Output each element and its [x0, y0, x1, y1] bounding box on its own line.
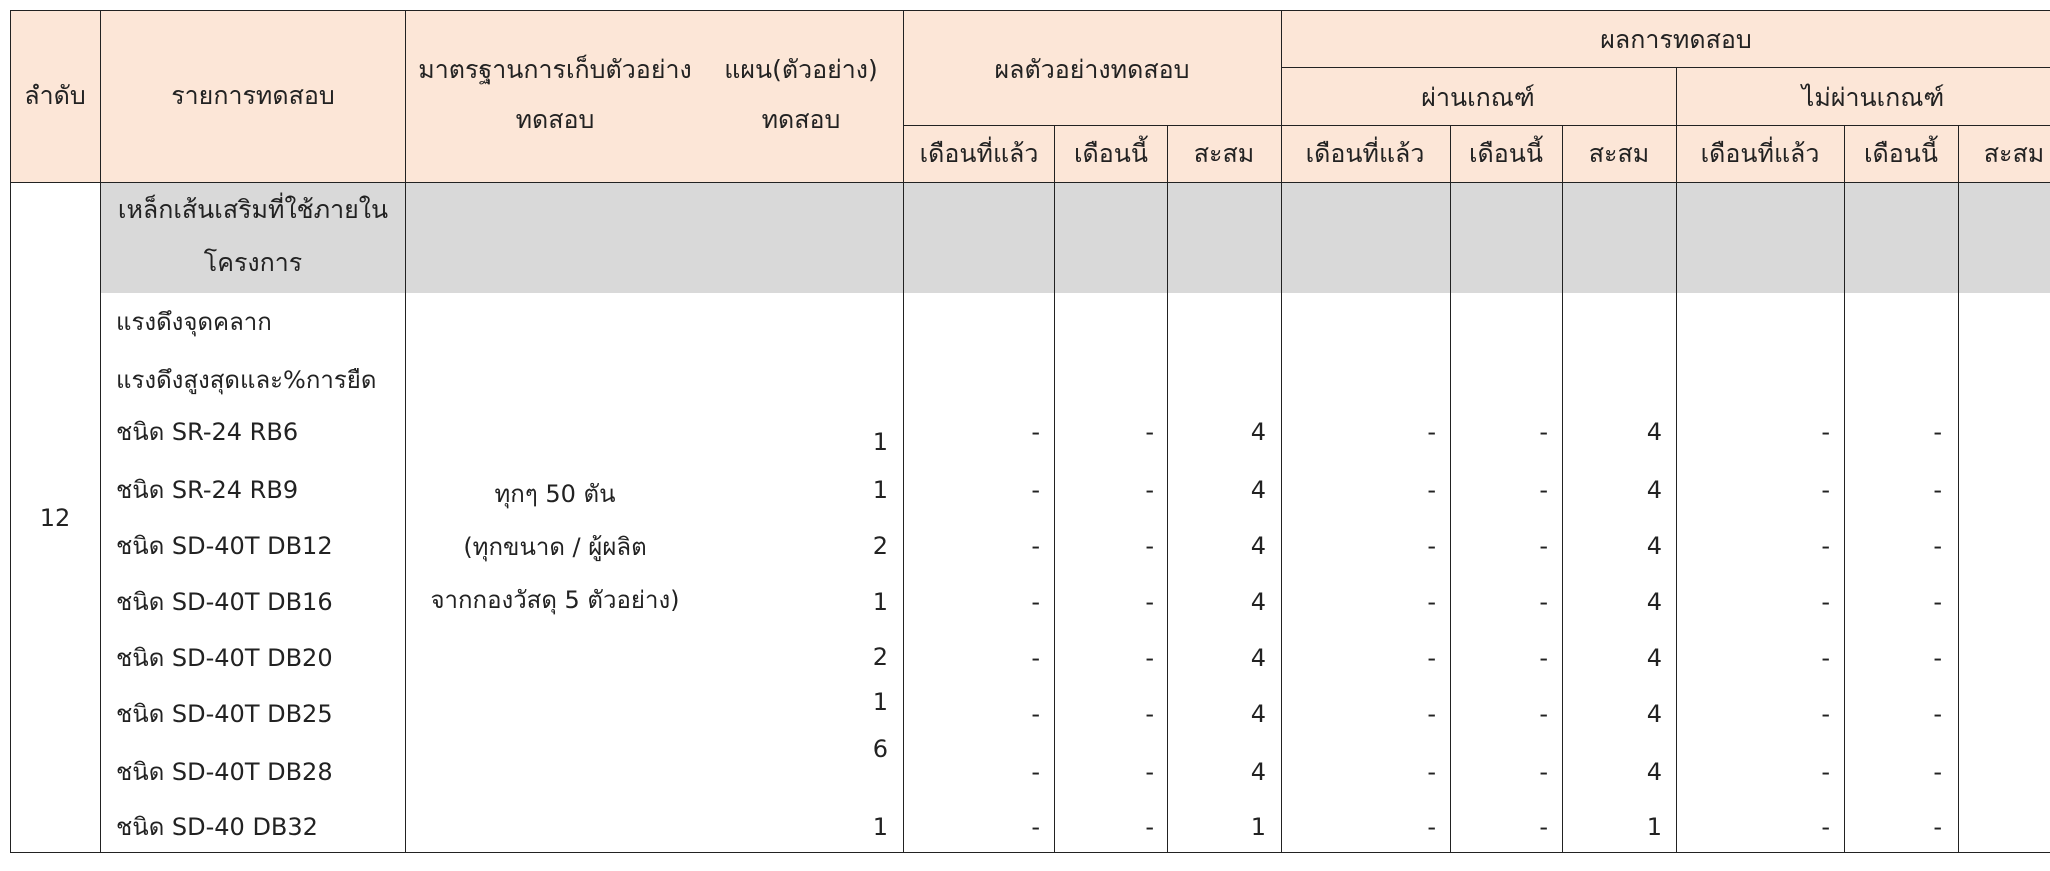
row-cell-p-cum: 4	[1646, 476, 1662, 504]
row-item-label: ชนิด SD-40 DB32	[116, 813, 318, 841]
row-cell-s-prev: -	[1031, 813, 1040, 841]
col-border-order	[100, 10, 101, 853]
row-cell-p-this: -	[1539, 758, 1548, 786]
header-standard-line1: มาตรฐานการเก็บตัวอย่าง	[418, 55, 692, 84]
header-pass-prev: เดือนที่แล้ว	[1305, 139, 1425, 168]
row-item-label: ชนิด SD-40T DB16	[116, 588, 333, 616]
row-cell-f-prev: -	[1821, 588, 1830, 616]
header-sample-results: ผลตัวอย่างทดสอบ	[994, 55, 1190, 84]
col-border-fail-prev	[1844, 125, 1845, 853]
row-plan-count: 1	[872, 588, 888, 616]
header-sample-this: เดือนนี้	[1074, 139, 1148, 168]
row-cell-s-this: -	[1145, 418, 1154, 446]
row-cell-f-this: -	[1933, 758, 1942, 786]
row-cell-f-prev: -	[1821, 644, 1830, 672]
row-cell-p-prev: -	[1427, 532, 1436, 560]
row-cell-f-this: -	[1933, 532, 1942, 560]
row-cell-s-cum: 4	[1250, 644, 1266, 672]
row-cell-f-this: -	[1933, 644, 1942, 672]
row-cell-s-this: -	[1145, 813, 1154, 841]
header-sample-cum: สะสม	[1193, 139, 1255, 168]
row-plan-count: 2	[872, 532, 888, 560]
col-border-plan	[903, 10, 904, 853]
header-bottom-border	[10, 182, 2050, 183]
col-border-pass-prev	[1450, 125, 1451, 853]
row-plan-count: 6	[872, 735, 888, 763]
section-row-background	[101, 183, 2050, 293]
col-border-pass-cum	[1676, 67, 1677, 853]
row-cell-p-cum: 4	[1646, 758, 1662, 786]
row-cell-s-cum: 4	[1250, 588, 1266, 616]
header-item: รายการทดสอบ	[171, 81, 335, 110]
row-cell-p-this: -	[1539, 644, 1548, 672]
row-cell-p-prev: -	[1427, 588, 1436, 616]
header-fail-cum: สะสม	[1983, 139, 2045, 168]
row-cell-p-this: -	[1539, 476, 1548, 504]
row-plan-count: 2	[872, 643, 888, 671]
col-border-item	[405, 10, 406, 853]
row-cell-p-this: -	[1539, 588, 1548, 616]
row-item-label: ชนิด SD-40T DB25	[116, 700, 333, 728]
section-title-line2: โครงการ	[203, 248, 303, 277]
col-border-sample-prev	[1054, 125, 1055, 853]
row-cell-p-this: -	[1539, 813, 1548, 841]
header-standard-line2: ทดสอบ	[515, 105, 595, 134]
row-item-label: ชนิด SR-24 RB6	[116, 418, 299, 446]
header-sample-prev: เดือนที่แล้ว	[919, 139, 1039, 168]
header-test-results: ผลการทดสอบ	[1600, 25, 1752, 54]
row-cell-p-prev: -	[1427, 813, 1436, 841]
section-desc-tensile: แรงดึงสูงสุดและ%การยืด	[116, 366, 377, 394]
row-cell-p-cum: 4	[1646, 588, 1662, 616]
row-cell-s-prev: -	[1031, 644, 1040, 672]
section-standard-line3: จากกองวัสดุ 5 ตัวอย่าง)	[430, 586, 680, 614]
row-cell-s-prev: -	[1031, 532, 1040, 560]
col-border-sample-this	[1167, 125, 1168, 853]
header-fail-prev: เดือนที่แล้ว	[1700, 139, 1820, 168]
row-cell-s-this: -	[1145, 644, 1154, 672]
row-cell-f-prev: -	[1821, 813, 1830, 841]
row-cell-s-prev: -	[1031, 588, 1040, 616]
row-cell-f-this: -	[1933, 813, 1942, 841]
row-cell-f-prev: -	[1821, 418, 1830, 446]
header-pass: ผ่านเกณฑ์	[1421, 83, 1535, 112]
row-cell-s-this: -	[1145, 588, 1154, 616]
header-pass-this: เดือนนี้	[1469, 139, 1543, 168]
row-cell-p-cum: 4	[1646, 700, 1662, 728]
row-cell-s-this: -	[1145, 758, 1154, 786]
section-desc-yield: แรงดึงจุดคลาก	[116, 308, 272, 336]
header-order: ลำดับ	[24, 81, 86, 110]
table-bottom-border	[10, 852, 2050, 853]
row-cell-f-prev: -	[1821, 758, 1830, 786]
col-border-pass-this	[1562, 125, 1563, 853]
row-plan-count: 1	[872, 813, 888, 841]
row-cell-s-prev: -	[1031, 476, 1040, 504]
header-divider-2	[903, 125, 2050, 126]
row-item-label: ชนิด SD-40T DB20	[116, 644, 333, 672]
row-plan-count: 1	[872, 428, 888, 456]
row-cell-s-this: -	[1145, 700, 1154, 728]
row-cell-f-this: -	[1933, 588, 1942, 616]
col-border-sample-cum	[1281, 10, 1282, 853]
row-cell-p-cum: 1	[1646, 813, 1662, 841]
row-cell-s-this: -	[1145, 476, 1154, 504]
row-item-label: ชนิด SD-40T DB28	[116, 758, 333, 786]
row-plan-count: 1	[872, 476, 888, 504]
row-cell-p-prev: -	[1427, 700, 1436, 728]
row-cell-s-prev: -	[1031, 700, 1040, 728]
table-top-border	[10, 10, 2050, 11]
row-cell-p-cum: 4	[1646, 644, 1662, 672]
row-cell-f-this: -	[1933, 418, 1942, 446]
col-border-fail-this	[1958, 125, 1959, 853]
row-cell-s-cum: 1	[1250, 813, 1266, 841]
row-cell-s-cum: 4	[1250, 418, 1266, 446]
row-cell-p-prev: -	[1427, 418, 1436, 446]
header-divider-1	[1281, 67, 2050, 68]
row-cell-s-cum: 4	[1250, 532, 1266, 560]
row-cell-f-this: -	[1933, 476, 1942, 504]
section-standard-line1: ทุกๆ 50 ตัน	[494, 480, 616, 508]
section-standard-line2: (ทุกขนาด / ผู้ผลิต	[463, 533, 647, 561]
row-cell-f-this: -	[1933, 700, 1942, 728]
row-item-label: ชนิด SR-24 RB9	[116, 476, 299, 504]
header-pass-cum: สะสม	[1588, 139, 1650, 168]
row-cell-s-prev: -	[1031, 758, 1040, 786]
col-border-left	[10, 10, 11, 853]
row-cell-p-prev: -	[1427, 476, 1436, 504]
row-cell-s-cum: 4	[1250, 758, 1266, 786]
row-plan-count: 1	[872, 688, 888, 716]
row-cell-f-prev: -	[1821, 476, 1830, 504]
row-cell-p-this: -	[1539, 418, 1548, 446]
header-fail: ไม่ผ่านเกณฑ์	[1801, 83, 1945, 112]
section-order: 12	[39, 504, 71, 532]
row-cell-s-cum: 4	[1250, 476, 1266, 504]
row-cell-p-prev: -	[1427, 644, 1436, 672]
header-plan-line2: ทดสอบ	[761, 105, 841, 134]
row-cell-f-prev: -	[1821, 700, 1830, 728]
header-plan-line1: แผน(ตัวอย่าง)	[724, 55, 878, 84]
row-cell-s-this: -	[1145, 532, 1154, 560]
row-cell-f-prev: -	[1821, 532, 1830, 560]
section-title-line1: เหล็กเส้นเสริมที่ใช้ภายใน	[117, 195, 389, 224]
row-item-label: ชนิด SD-40T DB12	[116, 532, 333, 560]
row-cell-p-this: -	[1539, 700, 1548, 728]
row-cell-s-prev: -	[1031, 418, 1040, 446]
row-cell-p-cum: 4	[1646, 532, 1662, 560]
row-cell-s-cum: 4	[1250, 700, 1266, 728]
row-cell-p-this: -	[1539, 532, 1548, 560]
row-cell-p-cum: 4	[1646, 418, 1662, 446]
header-fail-this: เดือนนี้	[1864, 139, 1938, 168]
row-cell-p-prev: -	[1427, 758, 1436, 786]
